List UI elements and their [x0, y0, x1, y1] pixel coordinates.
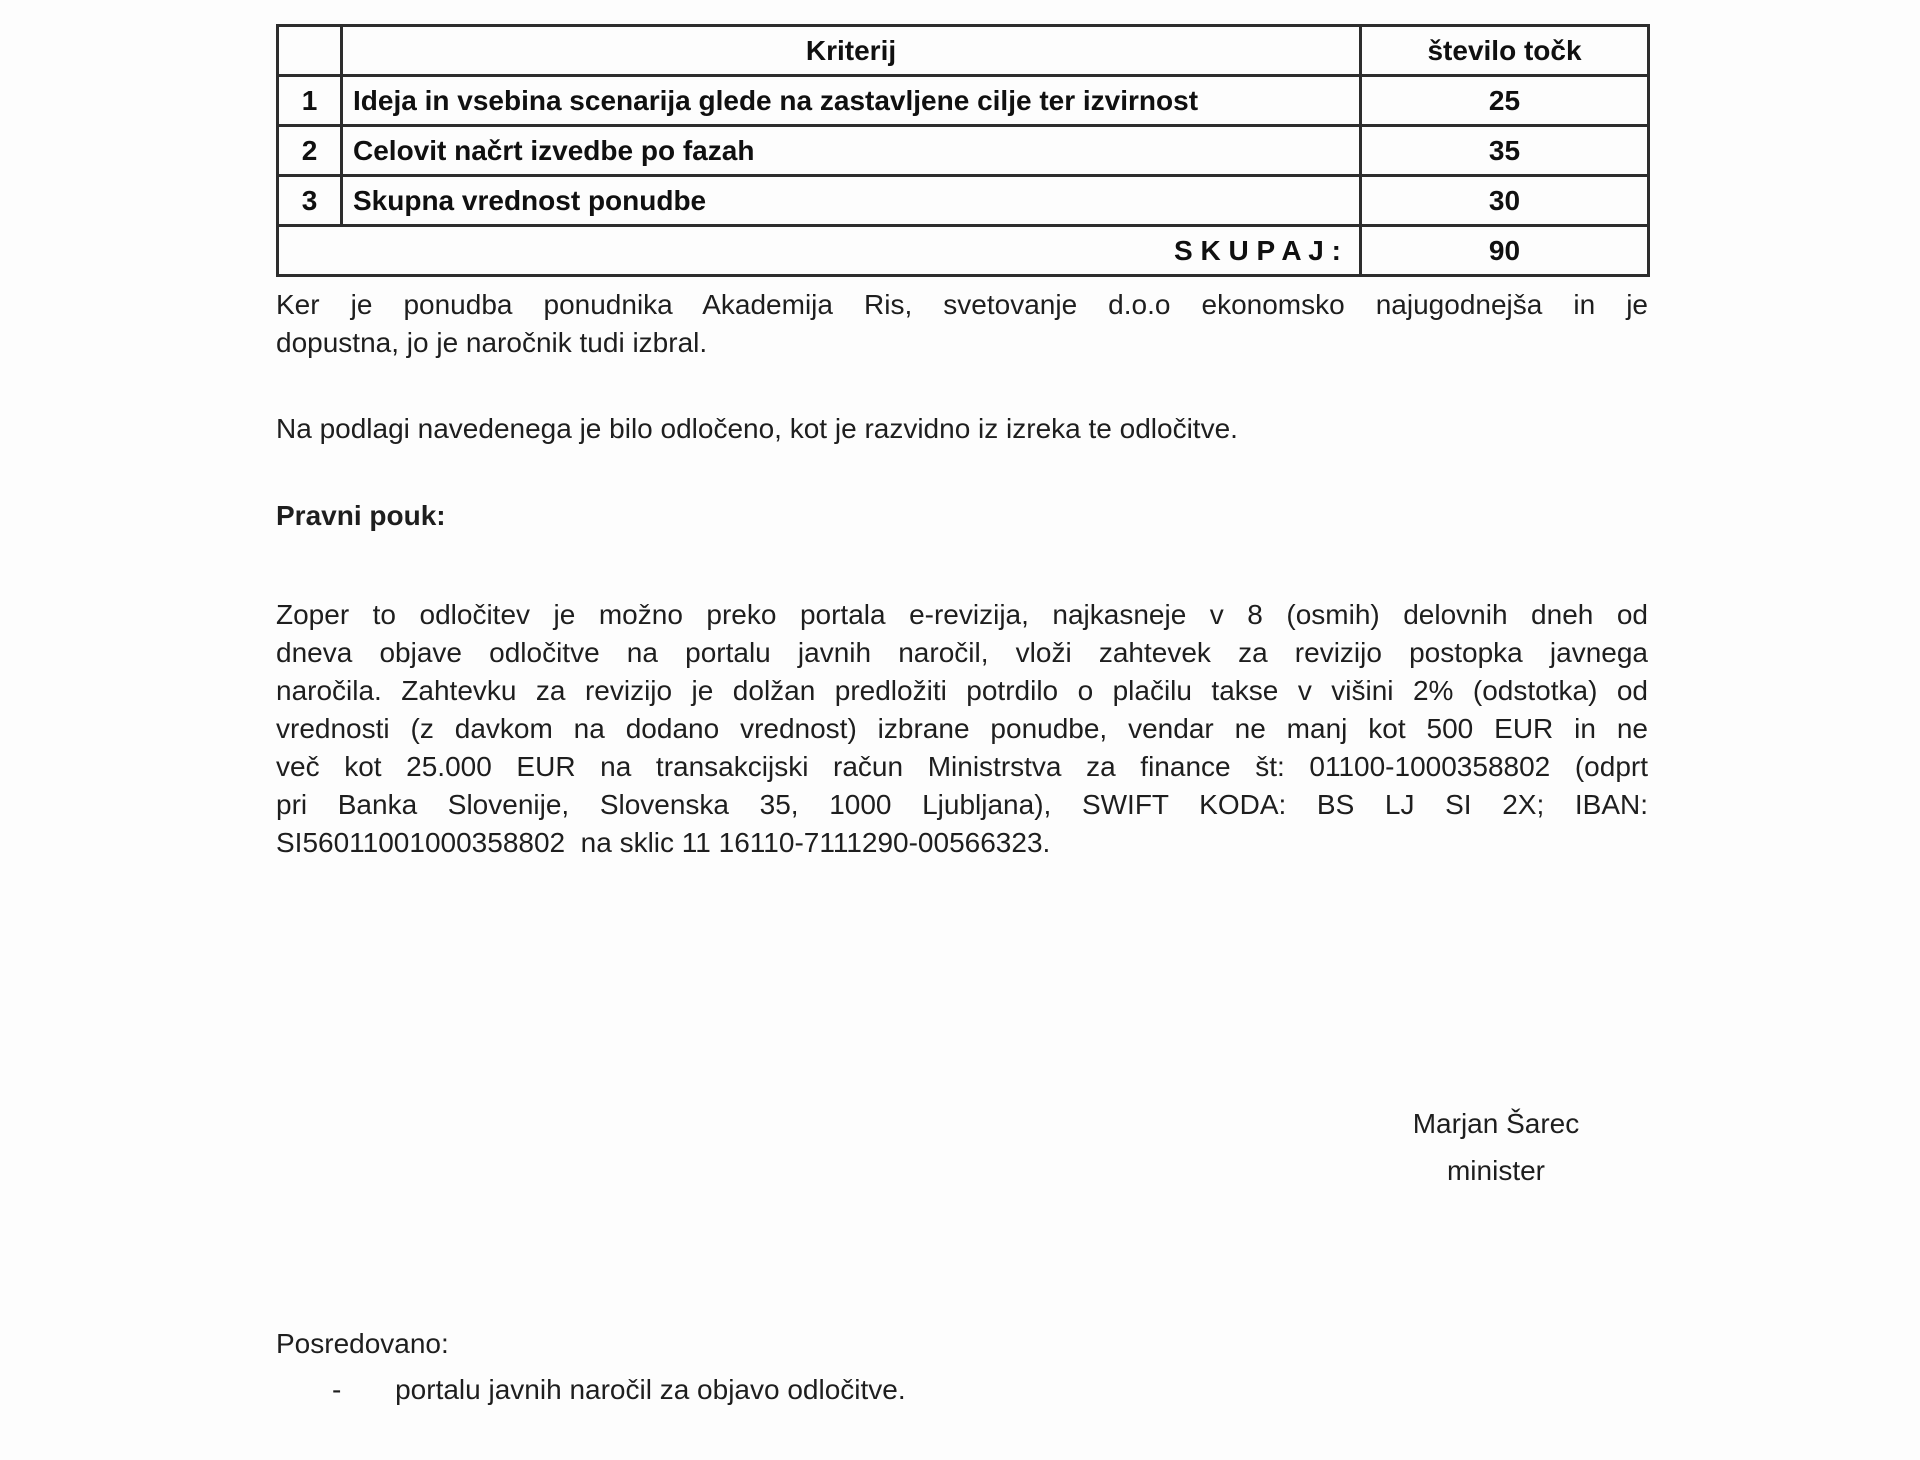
criterion-row	[278, 176, 1649, 226]
total-points-cell: 90	[1361, 226, 1649, 276]
signature-block	[1330, 1100, 1662, 1194]
points-cell: 25	[1361, 76, 1649, 126]
header-tocke-cell: število točk	[1361, 26, 1649, 76]
paragraph-selection	[276, 286, 1648, 362]
header-num-cell	[278, 26, 342, 76]
paragraph-line: dneva objave odločitve na portalu javnih naročil, vloži zahtevek za revizijo postopka javnega	[276, 637, 1648, 668]
bullet-text: portalu javnih naročil za objavo odločitve.	[395, 1374, 906, 1405]
paragraph-line: Ker je ponudba ponudnika Akademija Ris, svetovanje d.o.o ekonomsko najugodnejša in je	[276, 289, 1648, 320]
signer-title: minister	[1446, 1155, 1545, 1186]
signer-name: Marjan Šarec	[1412, 1108, 1580, 1139]
points-cell: 30	[1361, 176, 1649, 226]
legal-notice-paragraph	[276, 596, 1648, 862]
criterion-cell: Skupna vrednost ponudbe	[342, 176, 1361, 226]
header-kriterij-cell: Kriterij	[342, 26, 1361, 76]
criterion-row	[278, 126, 1649, 176]
row-number-cell: 1	[278, 76, 342, 126]
criterion-cell: Celovit načrt izvedbe po fazah	[342, 126, 1361, 176]
paragraph-line: Zoper to odločitev je možno preko portala e-revizija, najkasneje v 8 (osmih) delovnih dneh od	[276, 599, 1648, 630]
total-label-cell: S K U P A J :	[278, 226, 1361, 276]
bullet-dash: -	[332, 1374, 342, 1405]
criterion-row	[278, 76, 1649, 126]
paragraph-line: Na podlagi navedenega je bilo odločeno, kot je razvidno iz izreka te odločitve.	[276, 413, 1238, 444]
paragraph-line: več kot 25.000 EUR na transakcijski račun Ministrstva za finance št: 01100-1000358802 (odprt	[276, 751, 1648, 782]
criteria-table-container	[276, 24, 1650, 277]
points-cell: 35	[1361, 126, 1649, 176]
paragraph-basis	[276, 410, 1648, 448]
heading-text: Pravni pouk:	[276, 500, 446, 531]
total-row	[278, 226, 1649, 276]
paragraph-line: dopustna, jo je naročnik tudi izbral.	[276, 327, 708, 358]
paragraph-line: SI56011001000358802 na sklic 11 16110-7111290-00566323.	[276, 827, 1051, 858]
distribution-item	[276, 1374, 906, 1406]
legal-notice-heading	[276, 497, 1648, 535]
distribution-heading: Posredovano:	[276, 1328, 449, 1359]
paragraph-line: pri Banka Slovenije, Slovenska 35, 1000 Ljubljana), SWIFT KODA: BS LJ SI 2X; IBAN:	[276, 789, 1648, 820]
criteria-table	[276, 24, 1650, 277]
paragraph-line: vrednosti (z davkom na dodano vrednost) izbrane ponudbe, vendar ne manj kot 500 EUR in ne	[276, 713, 1648, 744]
row-number-cell: 2	[278, 126, 342, 176]
criterion-cell: Ideja in vsebina scenarija glede na zastavljene cilje ter izvirnost	[342, 76, 1361, 126]
row-number-cell: 3	[278, 176, 342, 226]
paragraph-line: naročila. Zahtevku za revizijo je dolžan predložiti potrdilo o plačilu takse v višini 2% (odstotka) od	[276, 675, 1648, 706]
table-header-row	[278, 26, 1649, 76]
